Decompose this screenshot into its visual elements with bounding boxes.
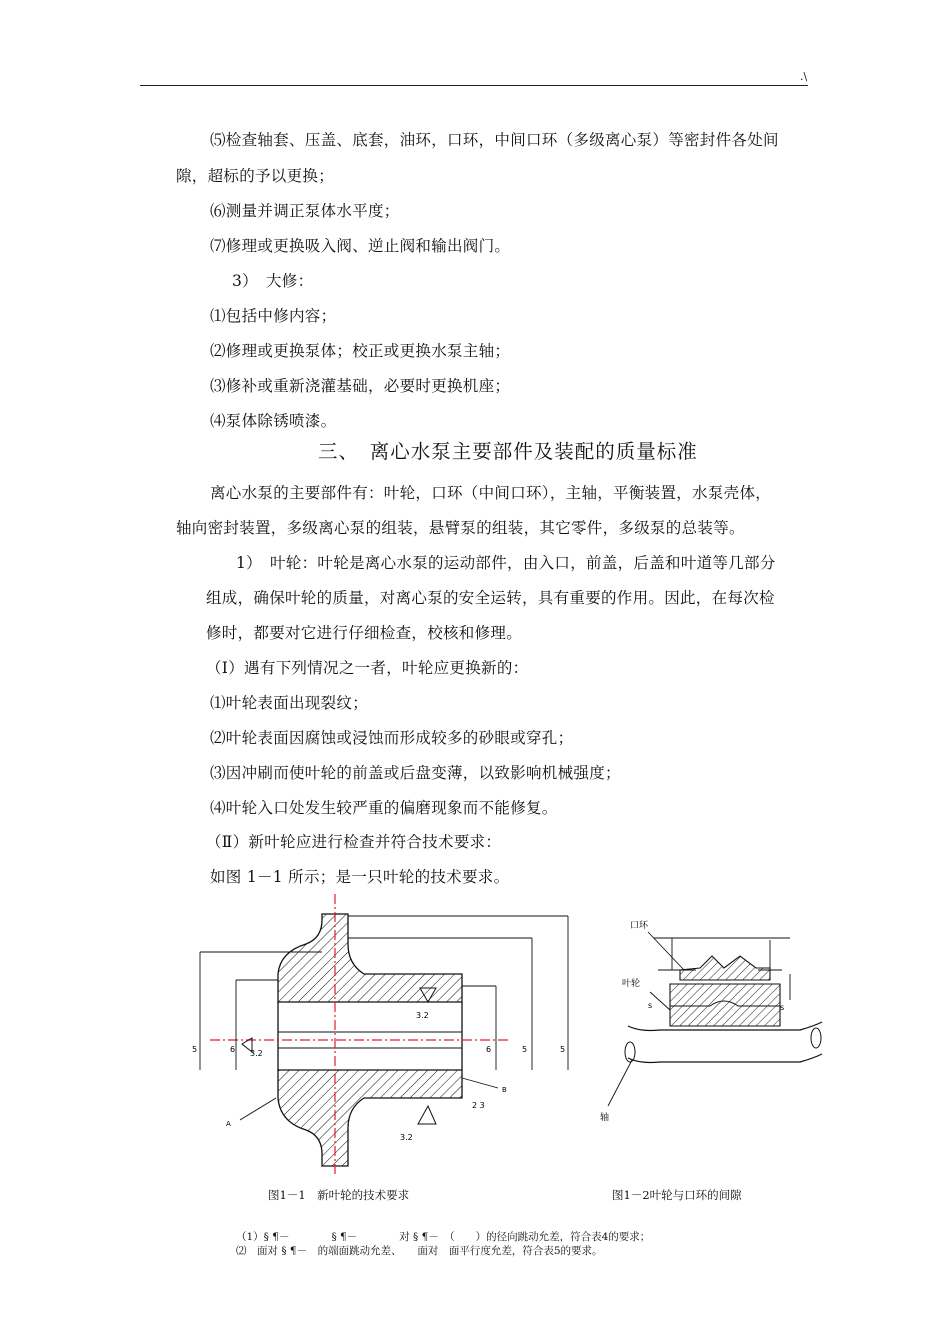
header-mark: .\ <box>800 70 808 83</box>
roughness-left-label: 3.2 <box>250 1049 263 1058</box>
dimension-center-label: 6 <box>486 1045 492 1054</box>
condition-title: （Ⅰ）遇有下列情况之一者，叶轮应更换新的： <box>206 659 529 677</box>
paragraph-item-5: ⑸检查轴套、压盖、底套，油环，口环，中间口环（多级离心泵）等密封件各处间 <box>210 131 779 149</box>
subsection-overhaul: 3） 大修： <box>232 272 314 290</box>
condition-item-4: ⑷叶轮入口处发生较严重的偏磨现象而不能修复。 <box>210 799 558 817</box>
header-rule <box>140 85 808 86</box>
dimension-left-label: 6 <box>230 1045 236 1054</box>
center-lines <box>210 894 510 1174</box>
condition-item-3: ⑶因冲刷而使叶轮的前盖或后盘变薄，以致影响机械强度； <box>210 764 621 782</box>
dimension-far-left-label: 5 <box>192 1045 198 1054</box>
footnote-line-2: ⑵ 面对 § ¶－ 的端面跳动允差、 面对 面平行度允差，符合表5的要求。 <box>236 1245 603 1257</box>
figure-2-caption: 图1－2叶轮与口环的间隙 <box>612 1188 742 1202</box>
ring-label: 口环 <box>630 921 649 931</box>
overhaul-item-1: ⑴包括中修内容； <box>210 307 337 325</box>
roughness-bottom-label: 3.2 <box>400 1133 413 1142</box>
impeller-line-3: 修时，都要对它进行仔细检查，校核和修理。 <box>206 624 523 642</box>
overhaul-item-4: ⑷泵体除锈喷漆。 <box>210 412 337 430</box>
condition-item-2: ⑵叶轮表面因腐蚀或浸蚀而形成较多的砂眼或穿孔； <box>210 729 574 747</box>
footnote-line-1: （1）§ ¶－ § ¶－ 对 § ¶－ （ ）的径向跳动允差，符合表4的要求； <box>236 1231 651 1243</box>
impeller-hub <box>670 984 780 1026</box>
paragraph-item-5-cont: 隙，超标的予以更换； <box>176 167 335 185</box>
impeller-label: 叶轮 <box>622 979 641 989</box>
impeller-line-2: 组成，确保叶轮的质量，对离心泵的安全运转，具有重要的作用。因此，在每次检 <box>206 589 775 607</box>
shaft-label: 轴 <box>600 1113 610 1123</box>
clearance-s-left: s <box>648 1001 653 1010</box>
roughness-top-label: 3.2 <box>416 1011 429 1020</box>
figure-impeller-ring-clearance <box>600 910 840 1130</box>
figure-new-impeller <box>180 892 590 1182</box>
section-title: 三、 离心水泵主要部件及装配的质量标准 <box>318 440 698 463</box>
dimension-far-right-label: 5 <box>560 1045 566 1054</box>
intro-line-1: 离心水泵的主要部件有：叶轮，口环（中间口环），主轴，平衡装置，水泵壳体， <box>210 484 772 502</box>
label-a: A <box>226 1120 231 1128</box>
impeller-line-1: 1） 叶轮：叶轮是离心水泵的运动部件，由入口，前盖，后盖和叶道等几部分 <box>236 554 776 572</box>
wear-ring <box>680 956 770 980</box>
shaft <box>625 1022 822 1063</box>
paragraph-item-7: ⑺修理或更换吸入阀、逆止阀和输出阀门。 <box>210 237 511 255</box>
dimension-right-label: 5 <box>522 1045 528 1054</box>
overhaul-item-3: ⑶修补或重新浇灌基础，必要时更换机座； <box>210 377 511 395</box>
figure-reference: 如图 1－1 所示；是一只叶轮的技术要求。 <box>210 868 510 886</box>
label-b: B <box>502 1086 507 1094</box>
paragraph-item-6: ⑹测量并调正泵体水平度； <box>210 202 400 220</box>
clearance-s-right: s <box>780 1003 785 1012</box>
overhaul-item-2: ⑵修理或更换泵体；校正或更换水泵主轴； <box>210 342 511 360</box>
new-impeller-title: （Ⅱ）新叶轮应进行检查并符合技术要求： <box>206 833 502 851</box>
figure-1-caption: 图1－1 新叶轮的技术要求 <box>268 1188 410 1202</box>
condition-item-1: ⑴叶轮表面出现裂纹； <box>210 694 369 712</box>
intro-line-2: 轴向密封装置，多级离心泵的组装，悬臂泵的组装，其它零件，多级泵的总装等。 <box>176 519 745 537</box>
dimension-b-label: 2 3 <box>472 1101 485 1110</box>
